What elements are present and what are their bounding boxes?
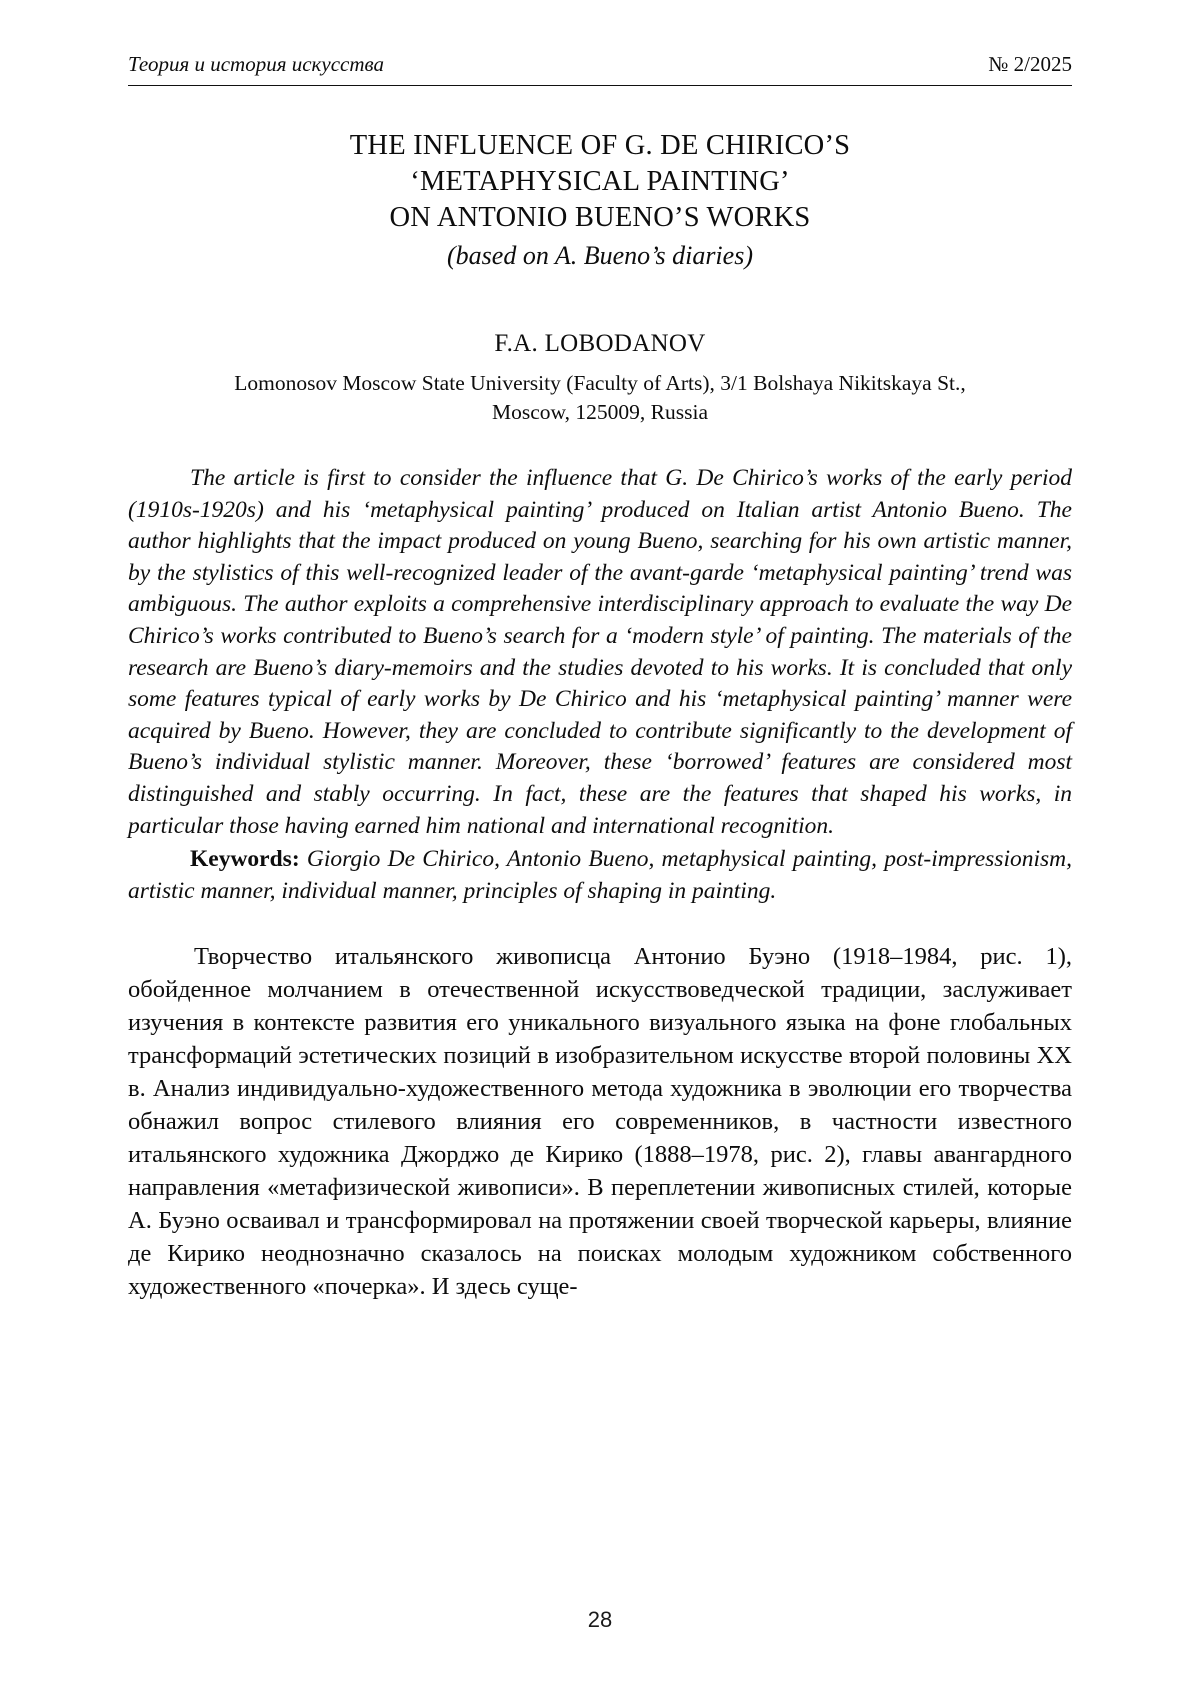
abstract-text: The article is first to consider the influence that G. De Chirico’s works of the early period (1910s-1920s) and his ‘metaphysical painting’ produced on Italian artist Antonio Bueno. The author highlights that the impact produced on young Bueno, searching for his own artistic manner, by the stylistics of this well-recognized leader of the avant-garde ‘metaphysical painting’ trend was ambiguous. The author exploits a comprehensive interdisciplinary approach to evaluate the way De Chirico’s works contributed to Bueno’s search for a ‘modern style’ of painting. The materials of the research are Bueno’s diary-memoirs and the studies devoted to his works. It is concluded that only some features typical of early works by De Chirico and his ‘metaphysical painting’ manner were acquired by Bueno. However, they are concluded to contribute significantly to the development of Bueno’s individual stylistic manner. Moreover, these ‘borrowed’ features are considered most distinguished and stably occurring. In fact, these are the features that shaped his works, in particular those having earned him national and international recognition. [128, 465, 1072, 839]
title-line-2: ‘METAPHYSICAL PAINTING’ [410, 165, 790, 197]
author-name: F.A. LOBODANOV [494, 330, 706, 358]
body-text [128, 941, 1072, 1303]
affiliation-line-1: Lomonosov Moscow State University (Faculty of Arts), 3/1 Bolshaya Nikitskaya St., [234, 370, 966, 395]
title-line-1: THE INFLUENCE OF G. DE CHIRICO’S [349, 130, 851, 161]
running-head [128, 52, 1072, 86]
keywords [128, 844, 1072, 907]
running-head-right: № 2/2025 [988, 52, 1072, 76]
body-paragraph-1: Творчество итальянского живописца Антонио Буэно (1918–1984, рис. 1), обойденное молчанием в отечественной искусствоведческой традиции, заслуживает изучения в контексте развития его уникального визуального языка на фоне глобальных трансформаций эстетических позиций в изобразительном искусстве второй половины XX в. Анализ индивидуально-художественного метода художника в эволюции его творчества обнажил вопрос стилевого влияния его современников, в частности известного итальянского художника Джорджо де Кирико (1888–1978, рис. 2), главы авангардного направления «метафизической живописи». В переплетении живописных стилей, которые А. Буэно осваивал и трансформировал на протяжении своей творческой карьеры, влияние де Кирико неоднозначно сказалось на поисках молодым художником собственного художественного «почерка». И здесь суще- [128, 943, 1072, 1300]
keywords-text: Giorgio De Chirico, Antonio Bueno, metaphysical painting, post-impressionism, artistic manner, individual manner, principles of shaping in painting. [128, 846, 1072, 904]
title-line-3: ON ANTONIO BUENO’S WORKS [389, 201, 811, 233]
running-head-left: Теория и история искусства [128, 52, 384, 76]
author-affiliation [128, 369, 1072, 427]
abstract [128, 463, 1072, 842]
title-subtitle: (based on A. Bueno’s diaries) [447, 240, 753, 270]
article-title [128, 128, 1072, 272]
keywords-paragraph [128, 844, 1072, 907]
keywords-label: Keywords: [190, 846, 300, 873]
page-number: 28 [587, 1607, 613, 1632]
affiliation-line-2: Moscow, 125009, Russia [492, 399, 708, 424]
author-block [128, 328, 1072, 427]
